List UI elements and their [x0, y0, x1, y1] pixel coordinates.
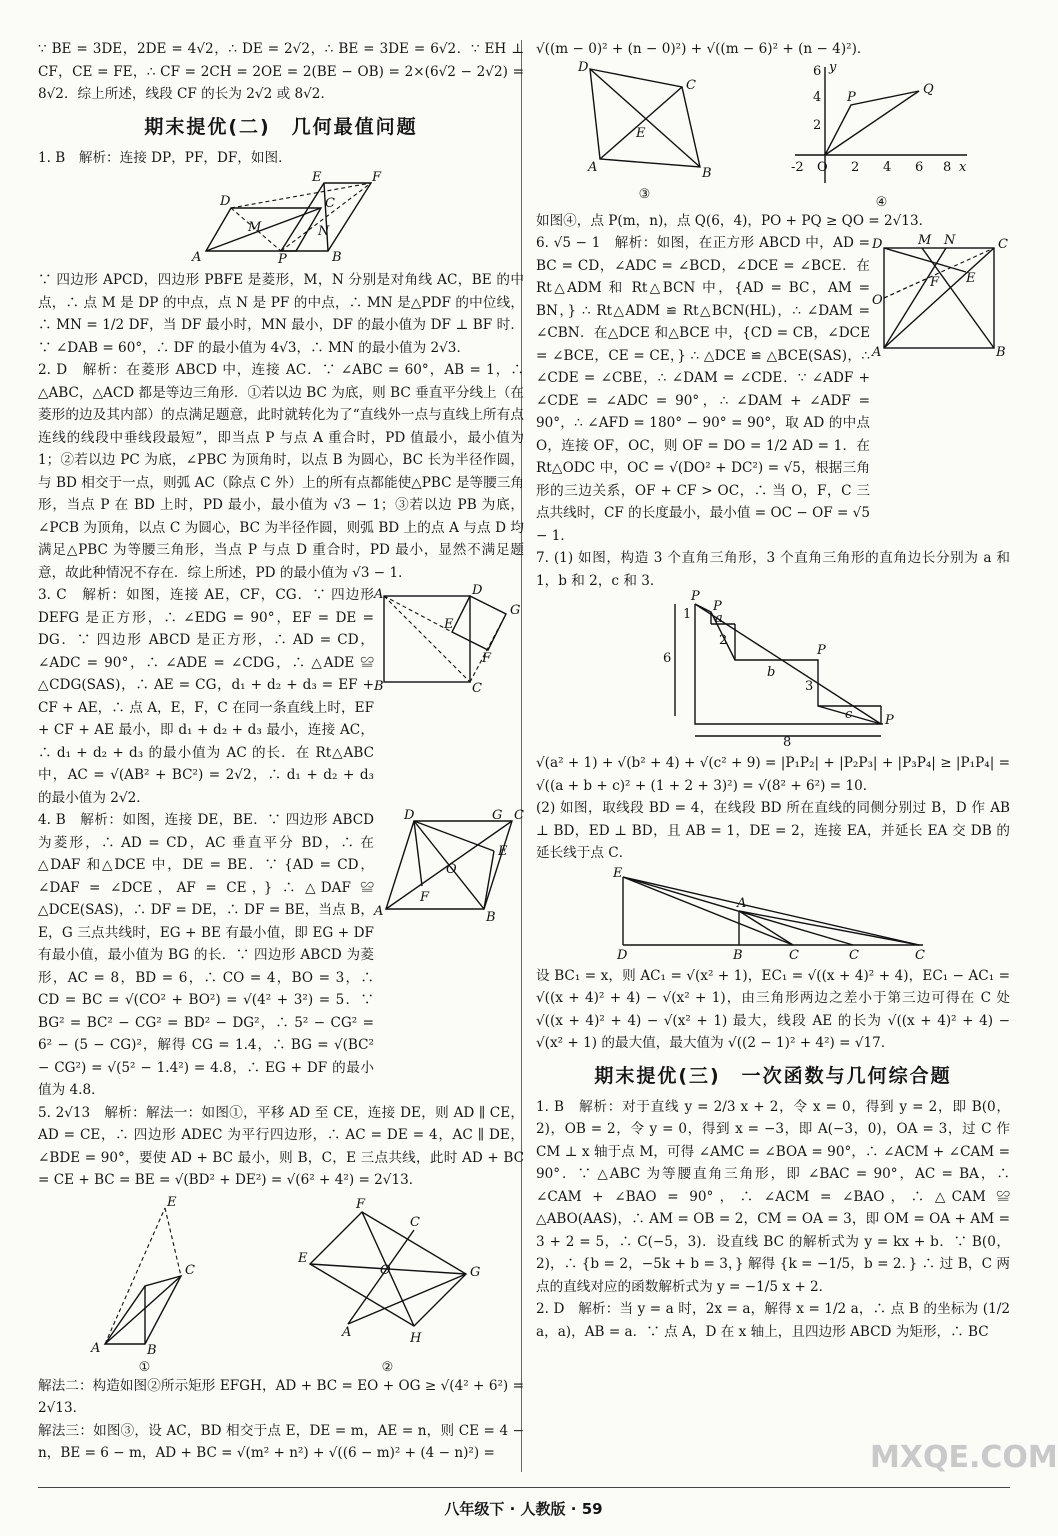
- svg-text:2: 2: [812, 117, 821, 133]
- q3-figure: [374, 583, 524, 696]
- svg-text:C: C: [184, 1262, 195, 1278]
- svg-text:E: E: [498, 844, 508, 859]
- q4-text: 4. B 解析：如图，连接 DE，BE．∵ 四边形 ABCD 为菱形，∴ AD = CD，AC 垂直平分 BD，∴ 在△DAF 和△DCE 中，DE = BE．∵ {AD = CD，∠DAF = ∠DCE，AF = CE，} ∴ △DAF ≌ △DCE(SAS)，∴ DF = DE，∴ DF = BE，当点 B，E，G 三点共线时，EG + BE 有最小值，即 EG + DF 有最小值，最小值为 BG 的长．∵ 四边形 ABCD 为菱形，AC = 8，BD = 6，∴ CO = 4，BO = 3，∴ CD = BC = √(CO² + BO²) = √(4² + 3²) = 5．∵ BG² = BC² − CG² = BD² − DG²，∴ 5² − CG² = 6² − (5 − CG)²，解得 CG = 1.4，∴ BG = √(BC² − CG²) = √(5² − 1.4²) = 4.8，∴ EG + DF 的最小值为 4.8．: [38, 812, 374, 1098]
- svg-text:E: E: [297, 1250, 307, 1266]
- svg-text:A: A: [341, 1324, 351, 1340]
- fig-label-2: ②: [381, 1359, 394, 1375]
- q7-part2: (2) 如图，取线段 BD = 4，在线段 BD 所在直线的同侧分别过 B，D 作 AB ⊥ BD，ED ⊥ BD，且 AB = 1，DE = 2，连接 EA，并延长 EA 交 DB 的延长线于点 C．: [536, 800, 1010, 861]
- svg-text:A: A: [374, 904, 384, 919]
- svg-text:F: F: [930, 275, 940, 290]
- svg-text:P: P: [691, 589, 700, 604]
- svg-text:M: M: [248, 220, 262, 235]
- svg-text:6: 6: [663, 651, 672, 666]
- svg-text:A: A: [587, 159, 597, 175]
- q7-part1-answer: √(a² + 1) + √(b² + 4) + √(c² + 9) = |P₁P₂| + |P₂P₃| + |P₃P₄| ≥ |P₁P₄| = √((a + b + c)² + (1 + 2 + 3)²) = √(8² + 6²) = 10．: [536, 755, 1010, 794]
- footer-rule: [38, 1487, 1010, 1488]
- svg-text:A: A: [872, 345, 882, 360]
- q5-method-2: 解法二：构造如图②所示矩形 EFGH，AD + BC = EO + OG ≥ √(4² + 6²) = 2√13．: [38, 1377, 524, 1416]
- q3-text: 3. C 解析：如图，连接 AE，CF，CG．∵ 四边形 DEFG 是正方形，∴ ∠EDG = 90°，EF = DE = DG．∵ 四边形 ABCD 是正方形，∴ AD = CD，∠ADC = 90°，∴ ∠ADE = ∠CDG，∴ △ADE ≌ △CDG(SAS)，∴ AE = CG，d₁ + d₂ + d₃ = EF + CF + AE，∴ 点 A，E，F，C 在同一条直线上时，EF + CF + AE 最小，即 d₁ + d₂ + d₃ 最小，连接 AC，∴ d₁ + d₂ + d₃ 的最小值为 AC 的长．在 Rt△ABC 中，AC = √(AB² + BC²) = 2√2，∴ d₁ + d₂ + d₃ 的最小值为 2√2．: [38, 587, 374, 806]
- svg-text:D: D: [872, 237, 883, 252]
- svg-text:O: O: [816, 159, 828, 175]
- fig-label-4: ④: [875, 194, 888, 210]
- svg-text:C: C: [789, 947, 799, 963]
- svg-text:G: G: [510, 603, 521, 618]
- svg-text:D: D: [577, 59, 588, 75]
- q5-figures: [38, 1196, 524, 1375]
- svg-text:B: B: [332, 250, 342, 265]
- svg-text:C: C: [514, 808, 524, 823]
- svg-text:b: b: [767, 665, 776, 680]
- svg-text:A: A: [192, 250, 202, 265]
- svg-text:G: G: [469, 1264, 480, 1280]
- svg-text:P: P: [817, 643, 826, 658]
- svg-text:C: C: [472, 681, 482, 696]
- svg-text:4: 4: [812, 89, 821, 105]
- svg-text:8: 8: [942, 159, 951, 175]
- svg-text:y: y: [828, 59, 836, 75]
- page-footer: 八年级下 · 人教版 · 59: [444, 1500, 603, 1518]
- q7-part1: 7. (1) 如图，构造 3 个直角三角形，3 个直角三角形的直角边长分别为 a 和 1，b 和 2，c 和 3．: [536, 550, 1010, 589]
- svg-text:A: A: [737, 895, 747, 911]
- svg-text:N: N: [318, 224, 330, 239]
- q5-figure-2: [298, 1196, 478, 1356]
- svg-text:P: P: [278, 252, 287, 267]
- q4-block: [38, 809, 524, 1102]
- q1-figure: [186, 170, 382, 267]
- svg-text:6: 6: [812, 63, 821, 79]
- q5-figure-1: [85, 1196, 205, 1356]
- q5-method-3-end: 如图④，点 P(m，n)，点 Q(6，4)，PO + PQ ≥ QO = 2√13．: [536, 212, 933, 229]
- watermark-logo: MXQE.COM: [870, 1440, 1058, 1475]
- q1-analysis: ∵ 四边形 APCD，四边形 PBFE 是菱形，M，N 分别是对角线 AC，BE 的中点，∴ 点 M 是 DP 的中点，点 N 是 PF 的中点，∴ MN 是△PDF 的中位线，∴ MN = 1/2 DF，当 DF 最小时，MN 最小，DF 的最小值为 DF ⊥ BF 时．∵ ∠DAB = 60°，∴ DF 的最小值为 4√3，∴ MN 的最小值为 2√3．: [38, 272, 524, 356]
- svg-text:F: F: [482, 651, 492, 666]
- svg-text:D: D: [220, 194, 231, 209]
- section-title-3: 期末提优(三) 一次函数与几何综合题: [594, 1064, 952, 1087]
- svg-text:D: D: [472, 583, 483, 598]
- svg-text:C: C: [849, 947, 859, 963]
- q5-figure-3: [570, 61, 720, 183]
- svg-text:C: C: [915, 947, 925, 963]
- svg-text:E: E: [444, 617, 454, 632]
- svg-text:H: H: [409, 1330, 421, 1346]
- svg-text:B: B: [701, 165, 712, 181]
- q2-text: 2. D 解析：在菱形 ABCD 中，连接 AC．∵ ∠ABC = 60°，AB = 1，∴ △ABC，△ACD 都是等边三角形．①若以边 BC 为底，则 BC 垂直平分线上（在菱形的边及其内部）的点满足题意，此时就转化为了“直线外一点与直线上所有点连线的线段中垂线段最短”，即当点 P 与点 A 重合时，PD 值最小，最小值为 1；②若以边 PC 为底，∠PBC 为顶角时，以点 B 为圆心，BC 长为半径作圆，与 BD 相交于一点，则弧 AC（除点 C 外）上的所有点都能使△PBC 是等腰三角形，当点 P 在 BD 上时，PD 最小，最小值为 √3 − 1；③若以边 PB 为底，∠PCB 为顶角，以点 C 为圆心，BC 为半径作圆，则弧 BD 上的点 A 与点 D 均满足△PBC 为等腰三角形，当点 P 与点 D 重合时，PD 最小，显然不满足题意，故此种情况不存在．综上所述，PD 的最小值为 √3 − 1．: [38, 362, 524, 581]
- svg-text:P: P: [846, 89, 856, 105]
- svg-text:B: B: [486, 910, 496, 925]
- svg-text:E: E: [613, 865, 623, 881]
- svg-text:F: F: [355, 1196, 365, 1212]
- q6-block: [536, 232, 1010, 547]
- svg-text:O: O: [446, 862, 457, 877]
- svg-text:A: A: [90, 1340, 100, 1356]
- svg-text:a: a: [715, 611, 723, 626]
- q5-figure-4: [787, 61, 977, 191]
- svg-text:C: C: [998, 237, 1008, 252]
- q7-figure-1: [653, 589, 894, 750]
- svg-text:E: E: [966, 271, 976, 286]
- svg-text:B: B: [146, 1342, 157, 1358]
- svg-text:8: 8: [783, 735, 792, 750]
- svg-text:P: P: [713, 599, 722, 614]
- svg-text:2: 2: [719, 633, 728, 648]
- svg-text:M: M: [918, 233, 932, 248]
- svg-text:O: O: [872, 293, 883, 308]
- q5-continuation: √((m − 0)² + (n − 0)²) + √((m − 6)² + (n − 4)²)．: [536, 41, 871, 57]
- svg-text:2: 2: [850, 159, 859, 175]
- left-column: [38, 38, 524, 1465]
- q5-text: 5. 2√13 解析：解法一：如图①，平移 AD 至 CE，连接 DE，则 AD ∥ CE，AD = CE，∴ 四边形 ADEC 为平行四边形，∴ AC = DE = 4，AC ∥ DE，∠BDE = 90°，要使 AD + BC 最小，则 B，C，E 三点共线，此时 AD + BC = CE + BC = BE = √(BD² + DE²) = √(6² + 4²) = 2√13．: [38, 1104, 524, 1188]
- q4-figure: [374, 808, 524, 925]
- q5-method-3: 解法三：如图③，设 AC，BD 相交于点 E，DE = m，AE = n，则 CE = 4 − n，BE = 6 − m，AD + BC = √(m² + n²) + √((6 − m)² + (4 − n)²) =: [38, 1422, 524, 1461]
- svg-text:3: 3: [805, 679, 814, 694]
- svg-text:B: B: [733, 947, 743, 963]
- svg-text:-2: -2: [790, 159, 804, 175]
- svg-text:C: C: [409, 1214, 420, 1230]
- svg-text:E: E: [635, 125, 645, 141]
- svg-text:E: E: [312, 170, 322, 185]
- svg-text:C: C: [325, 196, 335, 211]
- svg-text:B: B: [996, 345, 1006, 360]
- svg-text:6: 6: [914, 159, 923, 175]
- svg-text:1: 1: [683, 607, 692, 622]
- fig-label-3: ③: [638, 186, 651, 202]
- svg-text:A: A: [374, 587, 384, 602]
- section-title-2: 期末提优(二) 几何最值问题: [144, 115, 418, 138]
- q7-figure-2: [613, 865, 933, 963]
- svg-text:4: 4: [882, 159, 891, 175]
- q5-figures-3-4: [536, 61, 1010, 210]
- right-column: [536, 38, 1010, 1343]
- svg-text:D: D: [617, 947, 628, 963]
- svg-text:N: N: [944, 233, 956, 248]
- r2-text: 2. D 解析：当 y = a 时，2x = a，解得 x = 1/2 a，∴ 点 B 的坐标为 (1/2 a，a)，AB = a．∵ 点 A，D 在 x 轴上，且四边形 ABCD 为矩形，∴ BC: [536, 1301, 1010, 1340]
- q6-figure: [870, 233, 1010, 360]
- q6-text: 6. √5 − 1 解析：如图，在正方形 ABCD 中，AD = BC = CD，∠ADC = ∠BCD，∠DCE = ∠BCE．在 Rt△ADM 和 Rt△BCN 中，{AD = BC，AM = BN，} ∴ Rt△ADM ≌ Rt△BCN(HL)，∴ ∠DAM = ∠CBN．在△DCE 和△BCE 中，{CD = CB，∠DCE = ∠BCE，CE = CE，} ∴ △DCE ≌ △BCE(SAS)，∴ ∠CDE = ∠CBE，∴ ∠DAM = ∠CDE．∵ ∠ADF + ∠CDE = ∠ADC = 90°，∴ ∠DAM + ∠ADF = 90°，∴ ∠AFD = 180° − 90° = 90°，取 AD 的中点 O，连接 OF，OC，则 OF = DO = 1/2 AD = 1．在 Rt△ODC 中，OC = √(DO² + DC²) = √5，根据三角形的三边关系，OF + CF > OC，∴ 当 O，F，C 三点共线时，CF 的长度最小，最小值 = OC − OF = √5 − 1．: [536, 235, 870, 544]
- r1-text: 1. B 解析：对于直线 y = 2/3 x + 2，令 x = 0，得到 y = 2，即 B(0，2)，OB = 2，令 y = 0，得到 x = −3，即 A(−3，0)，OA = 3，过 C 作 CM ⊥ x 轴于点 M，可得 ∠AMC = ∠BOA = 90°，∴ ∠ACM + ∠CAM = 90°．∵ △ABC 为等腰直角三角形，即 ∠BAC = 90°，AC = BA，∴ ∠CAM + ∠BAO = 90°，∴ ∠ACM = ∠BAO，∴ △CAM ≌ △ABO(AAS)，∴ AM = OB = 2，CM = OA = 3，即 OM = OA + AM = 3 + 2 = 5，∴ C(−5，3)．设直线 BC 的解析式为 y = kx + b．∵ B(0，2)，∴ {b = 2，−5k + b = 3，} 解得 {k = −1/5，b = 2．} ∴ 过 B，C 两点的直线对应的函数解析式为 y = −1/5 x + 2．: [536, 1098, 1010, 1295]
- svg-text:G: G: [492, 808, 503, 823]
- svg-text:O: O: [379, 1262, 391, 1278]
- q3-block: [38, 584, 524, 809]
- svg-text:C: C: [685, 77, 696, 93]
- svg-text:x: x: [958, 159, 966, 175]
- q1-text: 1. B 解析：连接 DP，PF，DF，如图．: [38, 149, 292, 166]
- svg-text:c: c: [845, 707, 853, 722]
- svg-text:F: F: [420, 890, 430, 905]
- continuation-text: ∵ BE = 3DE，2DE = 4√2，∴ DE = 2√2，∴ BE = 3DE = 6√2．∵ EH ⊥ CF，CE = FE，∴ CF = 2CH = 2OE = 2(BE − OB) = 2×(6√2 − 2√2) = 8√2．综上所述，线段 CF 的长为 2√2 或 8√2．: [38, 41, 524, 102]
- svg-text:D: D: [404, 808, 415, 823]
- svg-text:B: B: [374, 679, 384, 694]
- fig-label-1: ①: [138, 1359, 151, 1375]
- svg-text:Q: Q: [922, 81, 934, 97]
- svg-text:F: F: [372, 170, 382, 185]
- q7-part2-answer: 设 BC₁ = x，则 AC₁ = √(x² + 1)，EC₁ = √((x + 4)² + 4)，EC₁ − AC₁ = √((x + 4)² + 4) − √(x² + 1)，由三角形两边之差小于第三边可得在 C 处 √((x + 4)² + 4) − √(x² + 1) 最大，线段 AE 的长为 √((x + 4)² + 4) − √(x² + 1) 的最大值，最大值为 √((2 − 1)² + 4²) = √17．: [536, 967, 1010, 1051]
- svg-text:E: E: [166, 1194, 176, 1210]
- svg-text:P: P: [885, 713, 894, 728]
